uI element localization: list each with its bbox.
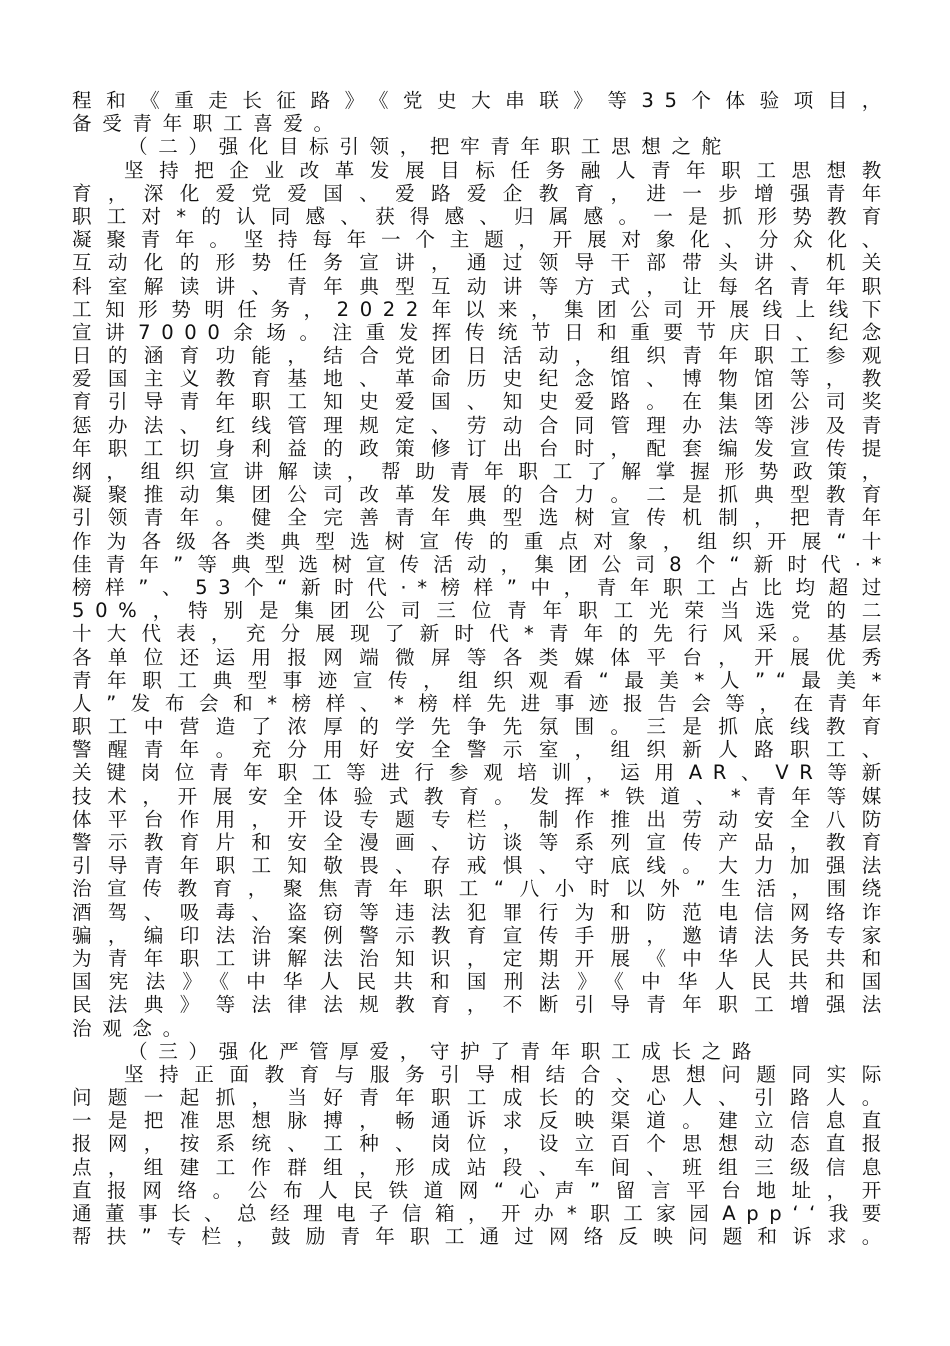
text-line: 程和《重走长征路》《党史大串联》等35个体验项目，	[72, 89, 892, 112]
text-line: 问题一起抓，当好青年职工成长的交心人、引路人。	[72, 1086, 892, 1110]
text-line: 育引导青年职工知史爱国、知史爱路。在集团公司奖	[72, 390, 892, 414]
text-line: 一是把准思想脉搏，畅通诉求反映渠道。建立信息直	[72, 1109, 892, 1133]
text-line: 酒驾、吸毒、盗窃等违法犯罪行为和防范电信网络诈	[72, 900, 892, 924]
text-line: 日的涵育功能，结合党团日活动，组织青年职工参观	[72, 344, 892, 368]
text-line: 职工中营造了浓厚的学先争先氛围。三是抓底线教育	[72, 715, 892, 739]
text-line: 各单位还运用报网端微屏等各类媒体平台，开展优秀	[72, 645, 892, 669]
text-line: 技术，开展安全体验式教育。发挥*铁道、*青年等媒	[72, 784, 892, 808]
text-line: 直报网络。公布人民铁道网“心声”留言平台地址，开	[72, 1178, 892, 1202]
text-line: 坚持把企业改革发展目标任务融人青年职工思想教	[124, 158, 892, 182]
text-line: 警醒青年。充分用好安全警示室，组织新人路职工、	[72, 738, 892, 762]
section-heading: （三）强化严管厚爱，守护了青年职工成长之路	[128, 1039, 763, 1063]
text-line: 国宪法》《中华人民共和国刑法》《中华人民共和国	[72, 970, 892, 994]
text-line: 工知形势明任务，2022年以来，集团公司开展线上线下	[72, 297, 892, 321]
text-line: 关键岗位青年职工等进行参观培训，运用AR、VR等新	[72, 761, 892, 785]
text-line: 爱国主义教育基地、革命历史纪念馆、博物馆等，教	[72, 367, 892, 391]
text-line: 作为各级各类典型选树宣传的重点对象，组织开展“十	[72, 529, 892, 553]
text-line: 点，组建工作群组，形成站段、车间、班组三级信息	[72, 1155, 892, 1179]
text-line: 育，深化爱党爱国、爱路爱企教育，进一步增强青年	[72, 181, 892, 205]
text-line: 骗，编印法治案例警示教育宣传手册，邀请法务专家	[72, 923, 892, 947]
text-line: 互动化的形势任务宣讲，通过领导干部带头讲、机关	[72, 251, 892, 275]
text-line: 惩办法、红线管理规定、劳动合同管理办法等涉及青	[72, 413, 892, 437]
text-line: 备受青年职工喜爱。	[72, 112, 344, 136]
text-line: 科室解读讲、青年典型互动讲等方式，让每名青年职	[72, 274, 892, 298]
text-line: 职工对*的认同感、获得感、归属感。一是抓形势教育	[72, 204, 892, 228]
text-line: 坚持正面教育与服务引导相结合、思想问题同实际	[124, 1062, 892, 1086]
text-line: 十大代表，充分展现了新时代*青年的先行风采。基层	[72, 622, 892, 646]
text-line: 年职工切身利益的政策修订出台时，配套编发宣传提	[72, 436, 892, 460]
text-line: 体平台作用，开设专题专栏，制作推出劳动安全八防	[72, 807, 892, 831]
text-line: 凝聚青年。坚持每年一个主题，开展对象化、分众化、	[72, 228, 892, 252]
text-line: 凝聚推动集团公司改革发展的合力。二是抓典型教育	[72, 483, 892, 507]
text-line: 佳青年”等典型选树宣传活动，集团公司8个“新时代·*	[72, 552, 892, 576]
section-heading: （二）强化目标引领，把牢青年职工思想之舵	[128, 135, 732, 159]
text-line: 民法典》等法律法规教育，不断引导青年职工增强法	[72, 993, 892, 1017]
text-line: 帮扶”专栏，鼓励青年职工通过网络反映问题和诉求。	[72, 1225, 892, 1249]
text-line: 纲，组织宣讲解读，帮助青年职工了解掌握形势政策，	[72, 460, 892, 483]
text-line: 报网，按系统、工种、岗位，设立百个思想动态直报	[72, 1132, 892, 1156]
text-line: 引导青年职工知敬畏、存戒惧、守底线。大力加强法	[72, 854, 892, 878]
text-line: 治宣传教育，聚焦青年职工“八小时以外”生活，围绕	[72, 877, 892, 901]
text-line: 为青年职工讲解法治知识，定期开展《中华人民共和	[72, 946, 892, 970]
text-line: 通董事长、总经理电子信箱，开办*职工家园App‘‘我要	[72, 1202, 892, 1225]
text-line: 榜样”、53个“新时代·*榜样”中，青年职工占比均超过	[72, 575, 892, 599]
text-line: 警示教育片和安全漫画、访谈等系列宣传产品，教育	[72, 831, 892, 854]
text-line: 宣讲7000余场。注重发挥传统节日和重要节庆日、纪念	[72, 320, 892, 344]
text-line: 青年职工典型事迹宣传，组织观看“最美*人”“最美*	[72, 668, 892, 692]
document-page	[72, 89, 892, 1248]
text-line: 人”发布会和*榜样、*榜样先进事迹报告会等，在青年	[72, 691, 892, 715]
text-line: 50%，特别是集团公司三位青年职工光荣当选党的二	[72, 599, 892, 623]
text-line: 引领青年。健全完善青年典型选树宣传机制，把青年	[72, 506, 892, 530]
text-line: 治观念。	[72, 1016, 193, 1040]
